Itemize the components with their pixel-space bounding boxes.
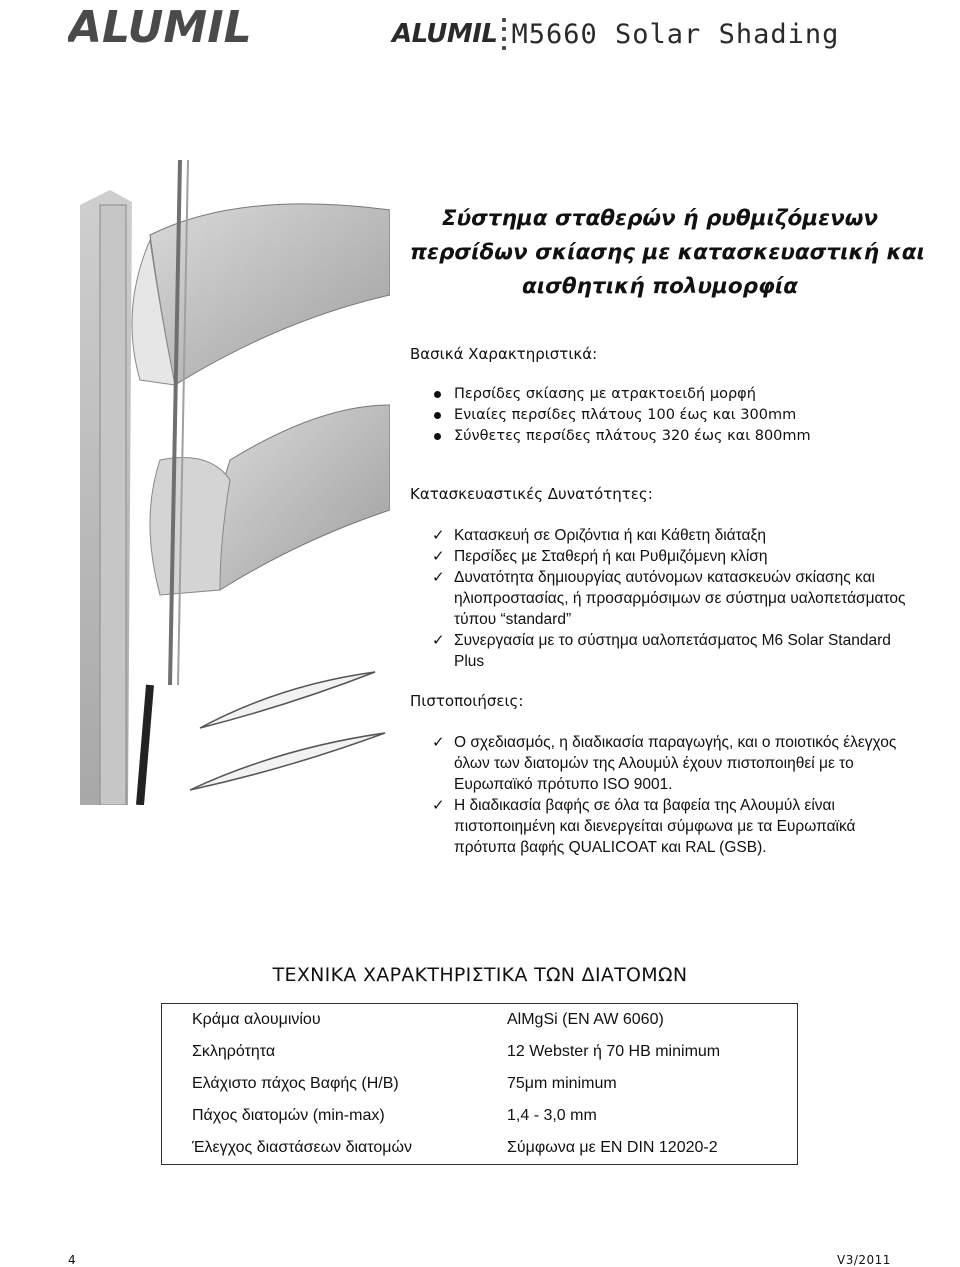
table-row [162, 1132, 798, 1165]
page-title-line: αισθητική πολυμορφία [522, 274, 798, 299]
version-label: V3/2011 [837, 1253, 891, 1267]
spec-value: 12 Webster ή 70 HB minimum [507, 1043, 721, 1060]
check-icon: ✓ [432, 734, 445, 751]
certifications-list [432, 732, 912, 858]
table-row [162, 1004, 798, 1037]
spec-value: 1,4 - 3,0 mm [507, 1107, 597, 1124]
spec-value: 75μm minimum [507, 1075, 617, 1092]
louver-illustration [80, 150, 390, 805]
capabilities-heading: Κατασκευαστικές Δυνατότητες: [410, 485, 653, 503]
capability-item: ✓ Περσίδες με Σταθερή ή και Ρυθμιζόμενη κλίση [432, 548, 768, 565]
check-icon: ✓ [432, 797, 445, 814]
spec-label: Έλεγχος διαστάσεων διατομών [192, 1139, 412, 1156]
capability-item: ✓ Δυνατότητα δημιουργίας αυτόνομων κατασκευών σκίασης και ηλιοπροστασίας, ή προσαρμόσιμων σε σύστημα υαλοπετάσματος τύπου “standard” [432, 569, 906, 628]
certifications-heading: Πιστοποιήσεις: [410, 692, 524, 710]
separator-dots-icon [502, 18, 506, 50]
spec-value: AlMgSi (EN AW 6060) [507, 1011, 664, 1028]
spec-label: Κράμα αλουμινίου [192, 1011, 321, 1028]
feature-item: Σύνθετες περσίδες πλάτους 320 έως και 800mm [432, 426, 811, 447]
check-icon: ✓ [432, 527, 445, 544]
feature-item: Περσίδες σκίασης με ατρακτοειδή μορφή [432, 384, 811, 405]
features-list [432, 384, 811, 447]
table-row [162, 1068, 798, 1100]
capabilities-list [432, 525, 912, 672]
table-row [162, 1036, 798, 1068]
bullet-icon [434, 433, 441, 440]
svg-text:ALUMIL: ALUMIL [68, 4, 252, 48]
page-title-line: Σύστημα σταθερών ή ρυθμιζόμενων [441, 206, 879, 231]
specs-heading: ΤΕΧΝΙΚΑ ΧΑΡΑΚΤΗΡΙΣΤΙΚΑ ΤΩΝ ΔΙΑΤΟΜΩΝ [272, 964, 688, 986]
spec-label: Σκληρότητα [192, 1043, 276, 1060]
check-icon: ✓ [432, 548, 445, 565]
bullet-icon [434, 391, 441, 398]
spec-label: Ελάχιστο πάχος Βαφής (H/B) [192, 1075, 399, 1092]
capability-item: ✓ Συνεργασία με το σύστημα υαλοπετάσματος M6 Solar Standard Plus [432, 632, 891, 670]
spec-value: Σύμφωνα με EN DIN 12020-2 [507, 1139, 718, 1156]
spec-label: Πάχος διατομών (min-max) [192, 1107, 385, 1124]
check-icon: ✓ [432, 632, 445, 649]
header-product-banner [392, 14, 839, 54]
certification-item: ✓ Ο σχεδιασμός, η διαδικασία παραγωγής, και ο ποιοτικός έλεγχος όλων των διατομών της Αλουμύλ έχουν πιστοποιηθεί με το Ευρωπαϊκό πρότυπο ISO 9001. [432, 734, 897, 793]
alumil-logo [68, 4, 260, 48]
table-row [162, 1100, 798, 1132]
page-number: 4 [68, 1253, 76, 1267]
alumil-small-logo: ALUMIL [392, 19, 498, 49]
specs-table [161, 1003, 798, 1165]
bullet-icon [434, 412, 441, 419]
capability-item: ✓ Κατασκευή σε Οριζόντια ή και Κάθετη διάταξη [432, 527, 767, 544]
page-title-line: περσίδων σκίασης με κατασκευαστική και [410, 240, 925, 265]
check-icon: ✓ [432, 569, 445, 586]
feature-item: Ενιαίες περσίδες πλάτους 100 έως και 300mm [432, 405, 811, 426]
page-title [410, 202, 925, 304]
product-title: M5660 Solar Shading [511, 18, 840, 50]
certification-item: ✓ Η διαδικασία βαφής σε όλα τα βαφεία της Αλουμύλ είναι πιστοποιημένη και διενεργείται σύμφωνα με τα Ευρωπαϊκά πρότυπα βαφής QUALICOAT και RAL (GSB). [432, 797, 856, 856]
features-heading: Βασικά Χαρακτηριστικά: [410, 345, 598, 363]
